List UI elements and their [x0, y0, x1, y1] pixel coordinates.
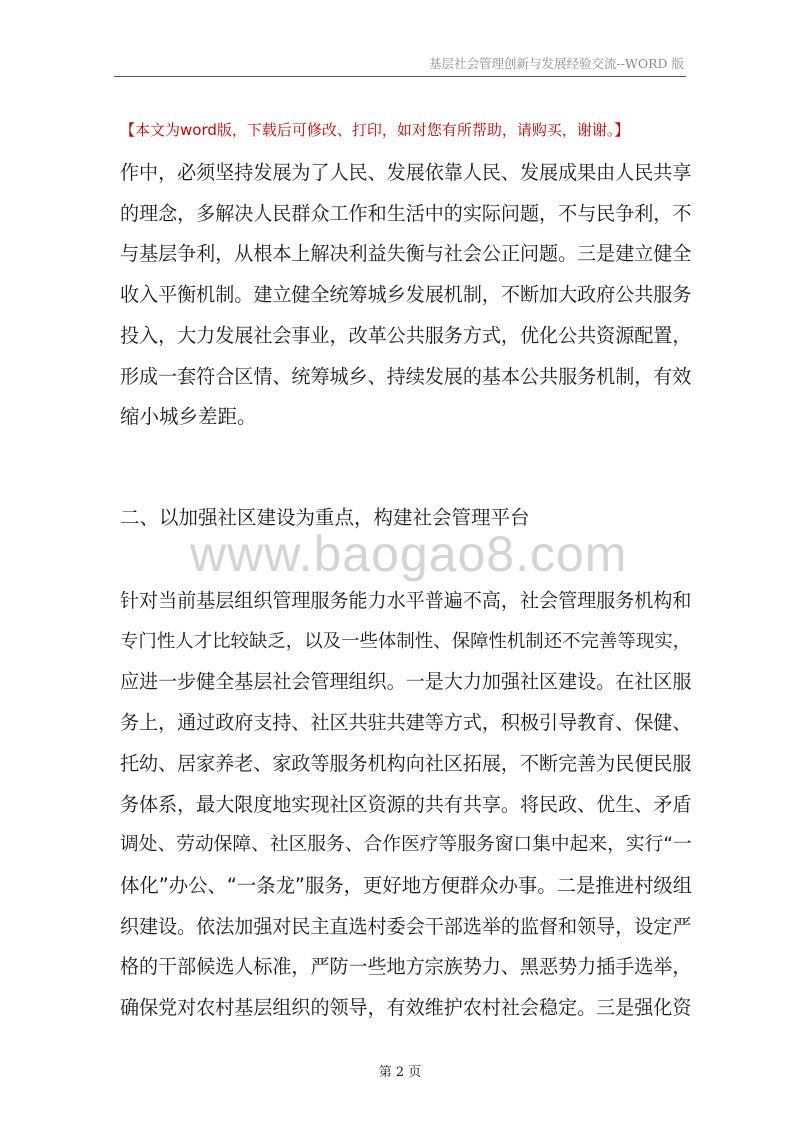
paragraph-line: 应进一步健全基层社会管理组织。一是大力加强社区建设。在社区服 [120, 671, 692, 694]
paragraph-line: 体化”办公、“一条龙”服务，更好地方便群众办事。二是推进村级组 [120, 873, 693, 897]
paragraph-line: 专门性人才比较缺乏，以及一些体制性、保障性机制还不完善等现实， [120, 630, 692, 652]
page-header [114, 50, 686, 77]
paragraph-line: 确保党对农村基层组织的领导，有效维护农村社会稳定。三是强化资 [120, 997, 692, 1020]
paragraph-line: 务体系，最大限度地实现社区资源的共有共享。将民政、优生、矛盾 [120, 793, 692, 816]
section-heading: 二、以加强社区建设为重点，构建社会管理平台 [120, 506, 530, 529]
paragraph-1 [120, 153, 692, 438]
paragraph-line: 织建设。依法加强对民主直选村委会干部选举的监督和领导，设定严 [120, 915, 692, 938]
paragraph-2 [120, 581, 692, 1029]
paragraph-line: 收入平衡机制。建立健全统筹城乡发展机制，不断加大政府公共服务 [120, 284, 692, 307]
header-title: 基层社会管理创新与发展经验交流--WORD 版 [429, 56, 684, 71]
paragraph-line: 托幼、居家养老、家政等服务机构向社区拓展，不断完善为民便民服 [120, 752, 692, 775]
paragraph-line: 的理念，多解决人民群众工作和生活中的实际问题，不与民争利，不 [120, 202, 692, 225]
paragraph-line: 格的干部候选人标准，严防一些地方宗族势力、黑恶势力插手选举， [120, 956, 692, 979]
paragraph-line: 投入，大力发展社会事业，改革公共服务方式，优化公共资源配置， [120, 324, 692, 347]
paragraph-line: 作中，必须坚持发展为了人民、发展依靠人民、发展成果由人民共享 [120, 162, 692, 184]
paragraph-line: 缩小城乡差距。 [120, 405, 257, 429]
paragraph-line: 务上，通过政府支持、社区共驻共建等方式，积极引导教育、保健、 [120, 712, 692, 735]
page-number: 第 2 页 [378, 1065, 422, 1080]
paragraph-line: 针对当前基层组织管理服务能力水平普遍不高，社会管理服务机构和 [120, 590, 692, 612]
paragraph-line: 调处、劳动保障、社区服务、合作医疗等服务窗口集中起来，实行“一 [120, 834, 692, 856]
download-notice: 【本文为word版，下载后可修改、打印，如对您有所帮助，请购买，谢谢。】 [120, 121, 630, 139]
watermark: www.baogao8.com [190, 526, 628, 582]
paragraph-line: 与基层争利，从根本上解决利益失衡与社会公正问题。三是建立健全 [120, 243, 692, 266]
paragraph-line: 形成一套符合区情、统筹城乡、持续发展的基本公共服务机制，有效 [120, 365, 692, 388]
